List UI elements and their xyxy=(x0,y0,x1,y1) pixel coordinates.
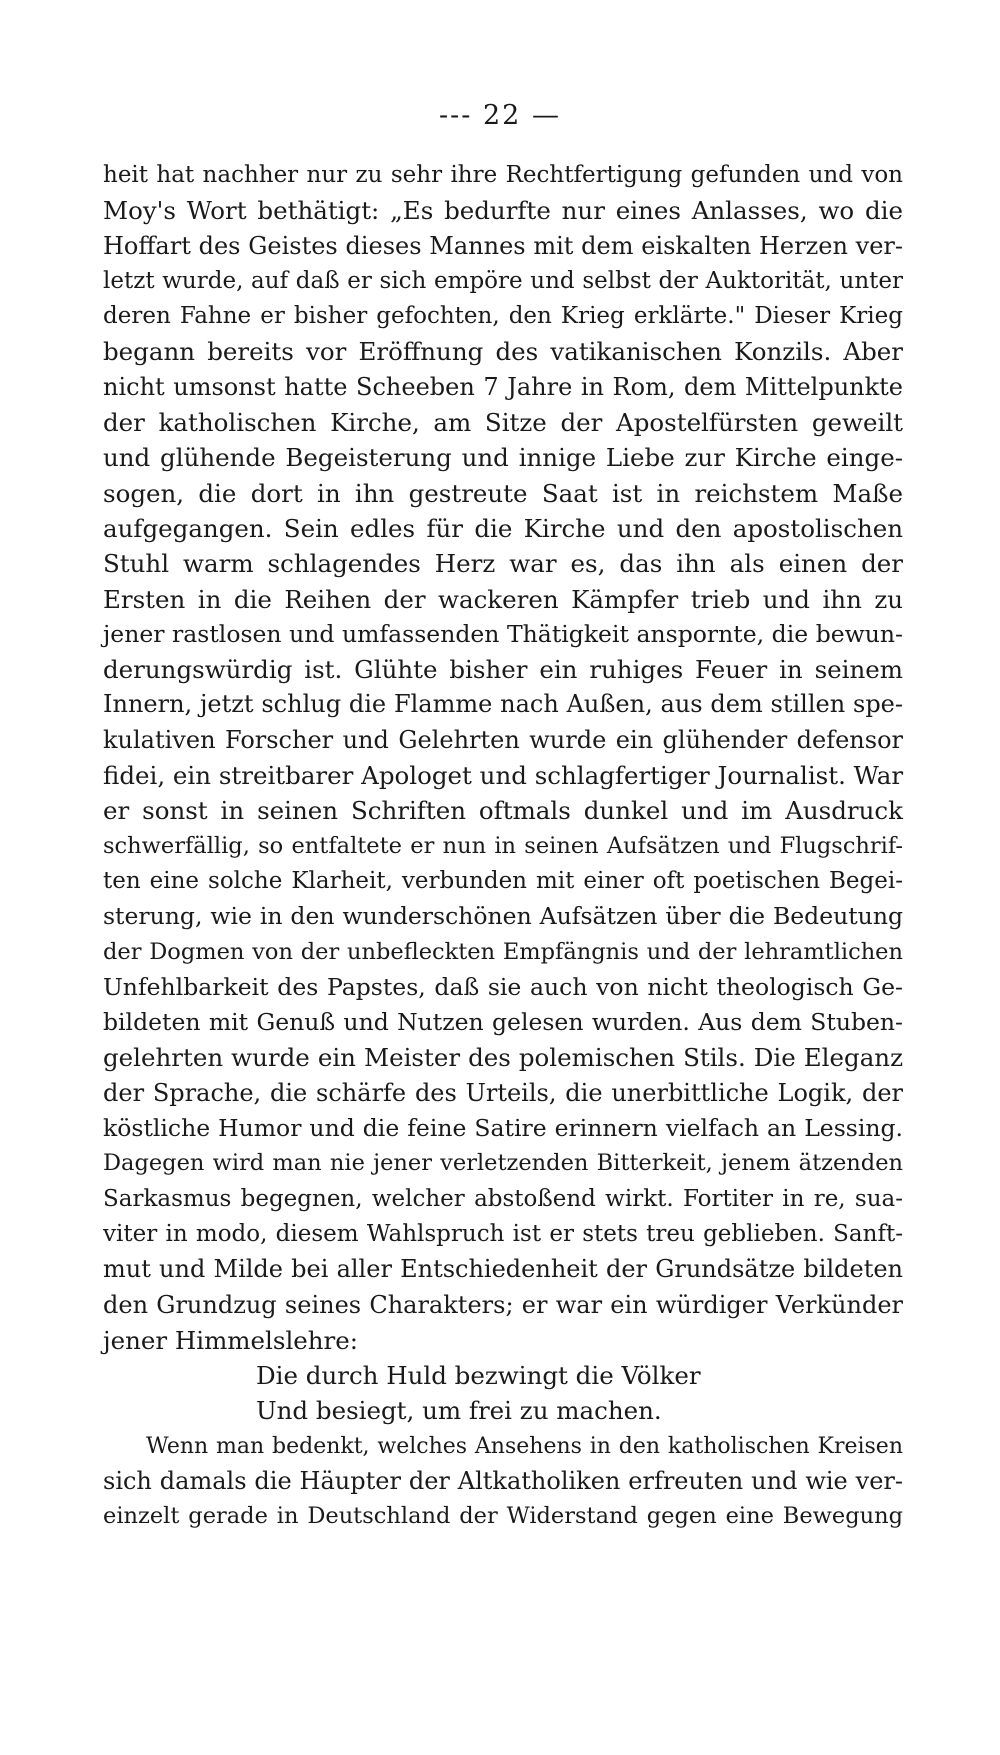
verse-line: Und besiegt, um frei zu machen. xyxy=(256,1396,662,1426)
text-line: und glühende Begeisterung und innige Liebe zur Kirche einge- xyxy=(103,443,903,473)
paragraph-2 xyxy=(103,1429,903,1535)
text-line: Innern, jetzt schlug die Flamme nach Außen, aus dem stillen spe- xyxy=(103,690,903,719)
text-line: deren Fahne er bisher gefochten, den Krieg erklärte." Dieser Krieg xyxy=(103,303,903,330)
text-line: bildeten mit Genuß und Nutzen gelesen wurden. Aus dem Stuben- xyxy=(103,1008,903,1037)
text-line: er sonst in seinen Schriften oftmals dunkel und im Ausdruck xyxy=(103,796,903,826)
text-line: nicht umsonst hatte Scheeben 7 Jahre in Rom, dem Mittelpunkte xyxy=(103,372,903,401)
text-line: sterung, wie in den wunderschönen Aufsätzen über die Bedeutung xyxy=(103,902,903,931)
text-line: letzt wurde, auf daß er sich empöre und selbst der Auktorität, unter xyxy=(103,267,903,294)
text-line: fidei, ein streitbarer Apologet und schlagfertiger Journalist. War xyxy=(103,761,904,791)
text-line: der Dogmen von der unbefleckten Empfängnis und der lehramtlichen xyxy=(103,938,903,965)
text-line: derungswürdig ist. Glühte bisher ein ruhiges Feuer in seinem xyxy=(103,655,903,685)
text-line: jener Himmelslehre: xyxy=(103,1325,359,1355)
text-line: begann bereits vor Eröffnung des vatikanischen Konzils. Aber xyxy=(103,337,903,367)
text-line: Unfehlbarkeit des Papstes, daß sie auch von nicht theologisch Ge- xyxy=(103,972,903,1001)
text-line: Wenn man bedenkt, welches Ansehens in den katholischen Kreisen xyxy=(146,1433,903,1459)
text-line: Moy's Wort bethätigt: „Es bedurfte nur eines Anlasses, wo die xyxy=(103,196,903,226)
text-line: gelehrten wurde ein Meister des polemischen Stils. Die Eleganz xyxy=(103,1043,903,1073)
verse-line: Die durch Huld bezwingt die Völker xyxy=(256,1361,701,1391)
text-line: schwerfällig, so entfaltete er nun in seinen Aufsätzen und Flugschrif- xyxy=(103,832,903,859)
text-line: kulativen Forscher und Gelehrten wurde ein glühender defensor xyxy=(103,725,903,754)
text-line: den Grundzug seines Charakters; er war ein würdiger Verkünder xyxy=(103,1290,903,1319)
page-number: --- 22 — xyxy=(439,100,561,131)
text-line: sogen, die dort in ihn gestreute Saat ist in reichstem Maße xyxy=(103,478,903,508)
text-line: sich damals die Häupter der Altkatholiken erfreuten und wie ver- xyxy=(103,1466,903,1495)
text-line: ten eine solche Klarheit, verbunden mit einer oft poetischen Begei- xyxy=(103,867,903,894)
text-line: Dagegen wird man nie jener verletzenden Bitterkeit, jenem ätzenden xyxy=(103,1150,903,1177)
text-line: Stuhl warm schlagendes Herz war es, das ihn als einen der xyxy=(103,549,903,579)
text-line: der katholischen Kirche, am Sitze der Apostelfürsten geweilt xyxy=(103,408,903,438)
text-line: Sarkasmus begegnen, welcher abstoßend wirkt. Fortiter in re, sua- xyxy=(103,1185,903,1212)
text-line: jener rastlosen und umfassenden Thätigkeit anspornte, die bewun- xyxy=(103,619,903,648)
body-text xyxy=(103,158,903,1535)
text-line: Ersten in die Reihen der wackeren Kämpfer trieb und ihn zu xyxy=(103,584,903,614)
text-line: der Sprache, die schärfe des Urteils, die unerbittliche Logik, der xyxy=(103,1078,903,1107)
verse-quote xyxy=(103,1358,903,1429)
text-line: köstliche Humor und die feine Satire erinnern vielfach an Lessing. xyxy=(103,1114,903,1143)
text-line: viter in modo, diesem Wahlspruch ist er stets treu geblieben. Sanft- xyxy=(103,1220,903,1247)
text-line: einzelt gerade in Deutschland der Widerstand gegen eine Bewegung xyxy=(103,1503,903,1530)
text-line: Hoffart des Geistes dieses Mannes mit dem eiskalten Herzen ver- xyxy=(103,231,903,260)
text-line: mut und Milde bei aller Entschiedenheit der Grundsätze bildeten xyxy=(103,1255,903,1284)
paragraph-1 xyxy=(103,158,903,1358)
text-line: aufgegangen. Sein edles für die Kirche und den apostolischen xyxy=(103,513,903,543)
text-line: heit hat nachher nur zu sehr ihre Rechtfertigung gefunden und von xyxy=(103,162,903,188)
